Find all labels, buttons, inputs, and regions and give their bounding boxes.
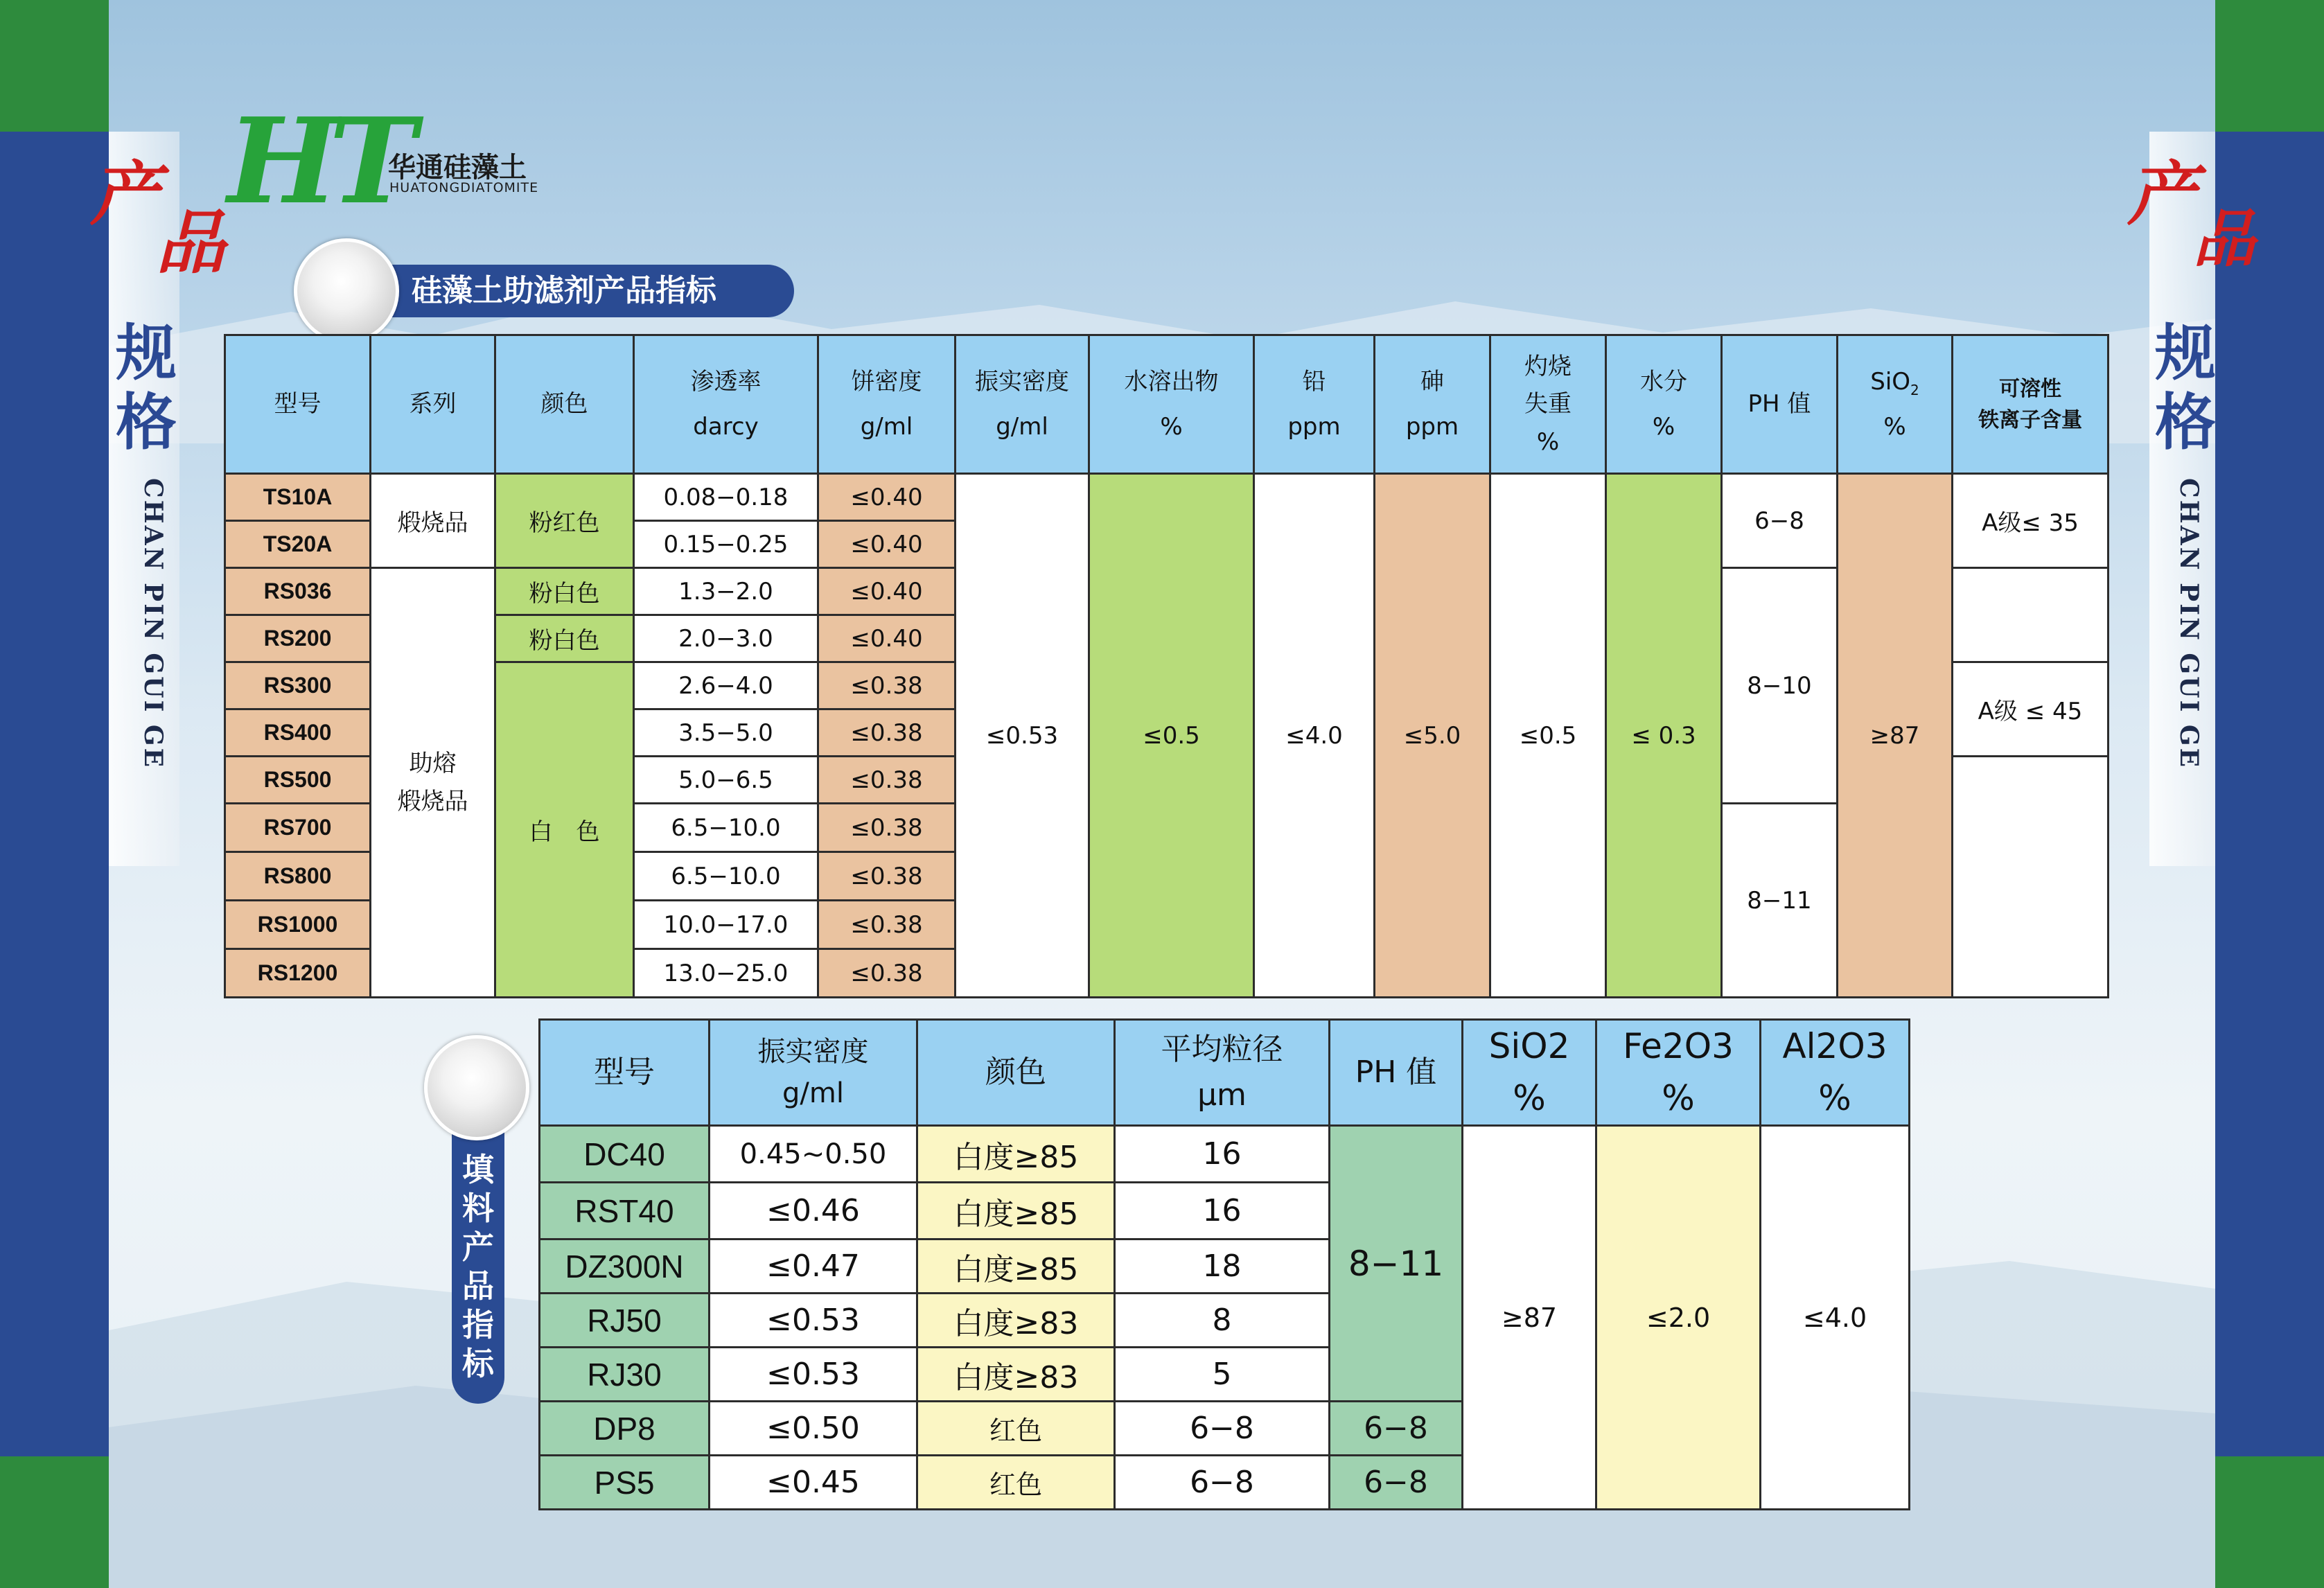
left-frame-top-green — [0, 0, 109, 132]
model-cell: RS500 — [225, 757, 371, 804]
f-header-color — [917, 1020, 1115, 1126]
header-lead-text: 铅 — [1302, 367, 1326, 396]
f-model-cell: PS5 — [540, 1456, 710, 1510]
perm-cell: 3.5−5.0 — [634, 709, 818, 757]
f-header-sio2-text: SiO2 — [1488, 1026, 1570, 1066]
header-iron-text2: 铁离子含量 — [1978, 407, 2082, 432]
header-moist-unit: % — [1652, 412, 1675, 441]
header-arsenic — [1375, 335, 1490, 474]
f-particle-cell: 6−8 — [1115, 1456, 1330, 1510]
f-sio2-cell: ≥87 — [1463, 1126, 1596, 1510]
perm-cell: 2.0−3.0 — [634, 615, 818, 662]
left-pinyin: CHAN PIN GUI GE — [139, 478, 168, 770]
f-header-particle-text: 平均粒径 — [1161, 1032, 1283, 1067]
lead-cell: ≤4.0 — [1254, 474, 1375, 998]
perm-cell: 10.0−17.0 — [634, 901, 818, 949]
header-iron-text1: 可溶性 — [1999, 376, 2061, 401]
perm-cell: 6.5−10.0 — [634, 852, 818, 901]
f-color-cell: 白度≥85 — [917, 1126, 1115, 1183]
f-color-cell: 白度≥83 — [917, 1348, 1115, 1402]
header-tap-density — [956, 335, 1089, 474]
filler-section-caption: 填料产品指标 — [462, 1151, 494, 1382]
header-ph-text: PH 值 — [1748, 390, 1811, 418]
moisture-cell: ≤ 0.3 — [1606, 474, 1722, 998]
iron-cell: A级≤ 35 — [1953, 474, 2109, 568]
table-row — [225, 474, 2109, 521]
header-series — [371, 335, 495, 474]
f-particle-cell: 16 — [1115, 1126, 1330, 1183]
header-moisture — [1606, 335, 1722, 474]
right-pinyin: CHAN PIN GUI GE — [2174, 478, 2203, 770]
f-color-cell: 红色 — [917, 1456, 1115, 1510]
f-header-fe2o3-unit: % — [1662, 1078, 1695, 1118]
f-color-cell: 白度≥85 — [917, 1183, 1115, 1239]
f-model-cell: DC40 — [540, 1126, 710, 1183]
perm-cell: 0.15−0.25 — [634, 521, 818, 568]
f-density-cell: ≤0.53 — [710, 1348, 917, 1402]
header-lead-unit: ppm — [1287, 412, 1341, 441]
header-as-text: 砷 — [1420, 367, 1444, 396]
model-cell: RS1200 — [225, 949, 371, 998]
header-cake-density — [818, 335, 956, 474]
f-model-cell: RST40 — [540, 1183, 710, 1239]
sio2-cell: ≥87 — [1838, 474, 1953, 998]
f-ph-cell: 6−8 — [1330, 1456, 1463, 1510]
right-blue-char-1: 规 — [2155, 317, 2217, 389]
tap-density-cell: ≤0.53 — [956, 474, 1089, 998]
color-cell: 粉白色 — [495, 568, 634, 615]
header-loi-unit: % — [1536, 427, 1560, 456]
f-header-tap-density — [710, 1020, 917, 1126]
model-cell: RS700 — [225, 804, 371, 852]
right-frame-top-green — [2215, 0, 2324, 132]
f-al2o3-cell: ≤4.0 — [1761, 1126, 1910, 1510]
model-cell: RS036 — [225, 568, 371, 615]
f-ph-cell: 6−8 — [1330, 1402, 1463, 1456]
header-model — [225, 335, 371, 474]
f-header-ph-text: PH 值 — [1355, 1055, 1437, 1090]
filler-spec-table — [538, 1018, 1910, 1510]
header-series-text: 系列 — [409, 390, 457, 418]
header-sio2 — [1838, 335, 1953, 474]
cake-cell: ≤0.38 — [818, 901, 956, 949]
header-sio2-unit: % — [1883, 412, 1906, 441]
left-red-char-1: 产 — [90, 153, 159, 235]
cake-cell: ≤0.38 — [818, 804, 956, 852]
f-model-cell: RJ30 — [540, 1348, 710, 1402]
model-cell: RS400 — [225, 709, 371, 757]
header-color — [495, 335, 634, 474]
header-loi-text2: 失重 — [1524, 390, 1572, 418]
loi-cell: ≤0.5 — [1490, 474, 1606, 998]
f-model-cell: RJ50 — [540, 1294, 710, 1348]
filter-section-title: 硅藻土助滤剂产品指标 — [310, 265, 794, 317]
model-cell: RS200 — [225, 615, 371, 662]
f-header-fe2o3-text: Fe2O3 — [1623, 1026, 1734, 1066]
iron-cell-empty — [1953, 757, 2109, 998]
f-density-cell: ≤0.53 — [710, 1294, 917, 1348]
brand-name-cn: 华通硅藻土 — [388, 152, 527, 184]
ph-cell: 8−10 — [1722, 568, 1838, 804]
f-density-cell: ≤0.46 — [710, 1183, 917, 1239]
f-header-tap-text: 振实密度 — [757, 1036, 869, 1068]
f-density-cell: 0.45~0.50 — [710, 1126, 917, 1183]
f-header-al2o3-unit: % — [1818, 1078, 1851, 1118]
iron-cell: A级 ≤ 45 — [1953, 662, 2109, 757]
header-ws-unit: % — [1160, 412, 1183, 441]
model-cell: TS10A — [225, 474, 371, 521]
cake-cell: ≤0.40 — [818, 568, 956, 615]
color-cell: 粉红色 — [495, 474, 634, 568]
powder-image-1 — [294, 238, 399, 344]
f-header-particle-unit: μm — [1197, 1077, 1247, 1113]
f-header-tap-unit: g/ml — [782, 1077, 844, 1109]
f-fe2o3-cell: ≤2.0 — [1596, 1126, 1761, 1510]
header-color-text: 颜色 — [540, 390, 588, 418]
header-loi — [1490, 335, 1606, 474]
f-particle-cell: 5 — [1115, 1348, 1330, 1402]
powder-image-2 — [424, 1035, 529, 1140]
header-perm-text: 渗透率 — [690, 367, 762, 396]
cake-cell: ≤0.38 — [818, 949, 956, 998]
header-sio2-sub: 2 — [1910, 381, 1919, 398]
header-perm — [634, 335, 818, 474]
ph-cell: 8−11 — [1722, 804, 1838, 998]
header-tap-text: 振实密度 — [975, 367, 1069, 396]
f-header-ph — [1330, 1020, 1463, 1126]
cake-cell: ≤0.40 — [818, 615, 956, 662]
f-color-cell: 白度≥83 — [917, 1294, 1115, 1348]
f-header-sio2 — [1463, 1020, 1596, 1126]
cake-cell: ≤0.40 — [818, 521, 956, 568]
right-red-char-2: 品 — [2193, 202, 2255, 276]
model-cell: TS20A — [225, 521, 371, 568]
f-particle-cell: 16 — [1115, 1183, 1330, 1239]
f-header-al2o3-text: Al2O3 — [1782, 1026, 1887, 1066]
right-red-char-1: 产 — [2127, 153, 2197, 235]
f-header-sio2-unit: % — [1513, 1078, 1546, 1118]
f-header-al2o3 — [1761, 1020, 1910, 1126]
f-particle-cell: 18 — [1115, 1239, 1330, 1294]
f-color-cell: 红色 — [917, 1402, 1115, 1456]
arsenic-cell: ≤5.0 — [1375, 474, 1490, 998]
water-soluble-cell: ≤0.5 — [1089, 474, 1254, 998]
f-ph-cell: 8−11 — [1330, 1126, 1463, 1402]
f-density-cell: ≤0.47 — [710, 1239, 917, 1294]
f-header-particle — [1115, 1020, 1330, 1126]
f-particle-cell: 8 — [1115, 1294, 1330, 1348]
f-header-fe2o3 — [1596, 1020, 1761, 1126]
cake-cell: ≤0.38 — [818, 852, 956, 901]
header-moist-text: 水分 — [1640, 367, 1687, 396]
iron-cell-empty — [1953, 568, 2109, 662]
header-sio2-text: SiO — [1870, 367, 1911, 396]
right-blue-char-2: 格 — [2155, 386, 2217, 458]
header-perm-unit: darcy — [693, 412, 759, 441]
header-cake-text: 饼密度 — [851, 367, 922, 396]
header-loi-text1: 灼烧 — [1524, 352, 1572, 380]
model-cell: RS800 — [225, 852, 371, 901]
header-cake-unit: g/ml — [860, 412, 913, 441]
left-blue-char-1: 规 — [116, 317, 177, 389]
ph-cell: 6−8 — [1722, 474, 1838, 568]
cake-cell: ≤0.38 — [818, 662, 956, 709]
f-header-color-text: 颜色 — [985, 1055, 1046, 1090]
f-header-model-text: 型号 — [594, 1055, 655, 1090]
left-blue-char-2: 格 — [116, 386, 177, 458]
model-cell: RS1000 — [225, 901, 371, 949]
perm-cell: 1.3−2.0 — [634, 568, 818, 615]
header-ws-text: 水溶出物 — [1124, 367, 1219, 396]
filter-spec-table — [224, 334, 2109, 998]
color-cell: 白 色 — [495, 662, 634, 998]
perm-cell: 6.5−10.0 — [634, 804, 818, 852]
cake-cell: ≤0.38 — [818, 709, 956, 757]
perm-cell: 0.08−0.18 — [634, 474, 818, 521]
f-density-cell: ≤0.45 — [710, 1456, 917, 1510]
perm-cell: 2.6−4.0 — [634, 662, 818, 709]
f-model-cell: DZ300N — [540, 1239, 710, 1294]
header-ph — [1722, 335, 1838, 474]
table-row — [540, 1126, 1910, 1183]
series-cell: 煅烧品 — [371, 474, 495, 568]
header-lead — [1254, 335, 1375, 474]
perm-cell: 13.0−25.0 — [634, 949, 818, 998]
f-color-cell: 白度≥85 — [917, 1239, 1115, 1294]
header-water-soluble — [1089, 335, 1254, 474]
model-cell: RS300 — [225, 662, 371, 709]
color-cell: 粉白色 — [495, 615, 634, 662]
f-density-cell: ≤0.50 — [710, 1402, 917, 1456]
f-model-cell: DP8 — [540, 1402, 710, 1456]
brand-logo-letters: HT — [227, 92, 407, 231]
header-model-text: 型号 — [274, 390, 322, 418]
f-particle-cell: 6−8 — [1115, 1402, 1330, 1456]
perm-cell: 5.0−6.5 — [634, 757, 818, 804]
brand-name-en: HUATONGDIATOMITE — [389, 180, 539, 195]
header-as-unit: ppm — [1405, 412, 1459, 441]
header-tap-unit: g/ml — [996, 412, 1048, 441]
left-red-char-2: 品 — [156, 202, 225, 283]
cake-cell: ≤0.40 — [818, 474, 956, 521]
f-header-model — [540, 1020, 710, 1126]
header-iron — [1953, 335, 2109, 474]
cake-cell: ≤0.38 — [818, 757, 956, 804]
series-cell: 助熔 煅烧品 — [371, 568, 495, 998]
